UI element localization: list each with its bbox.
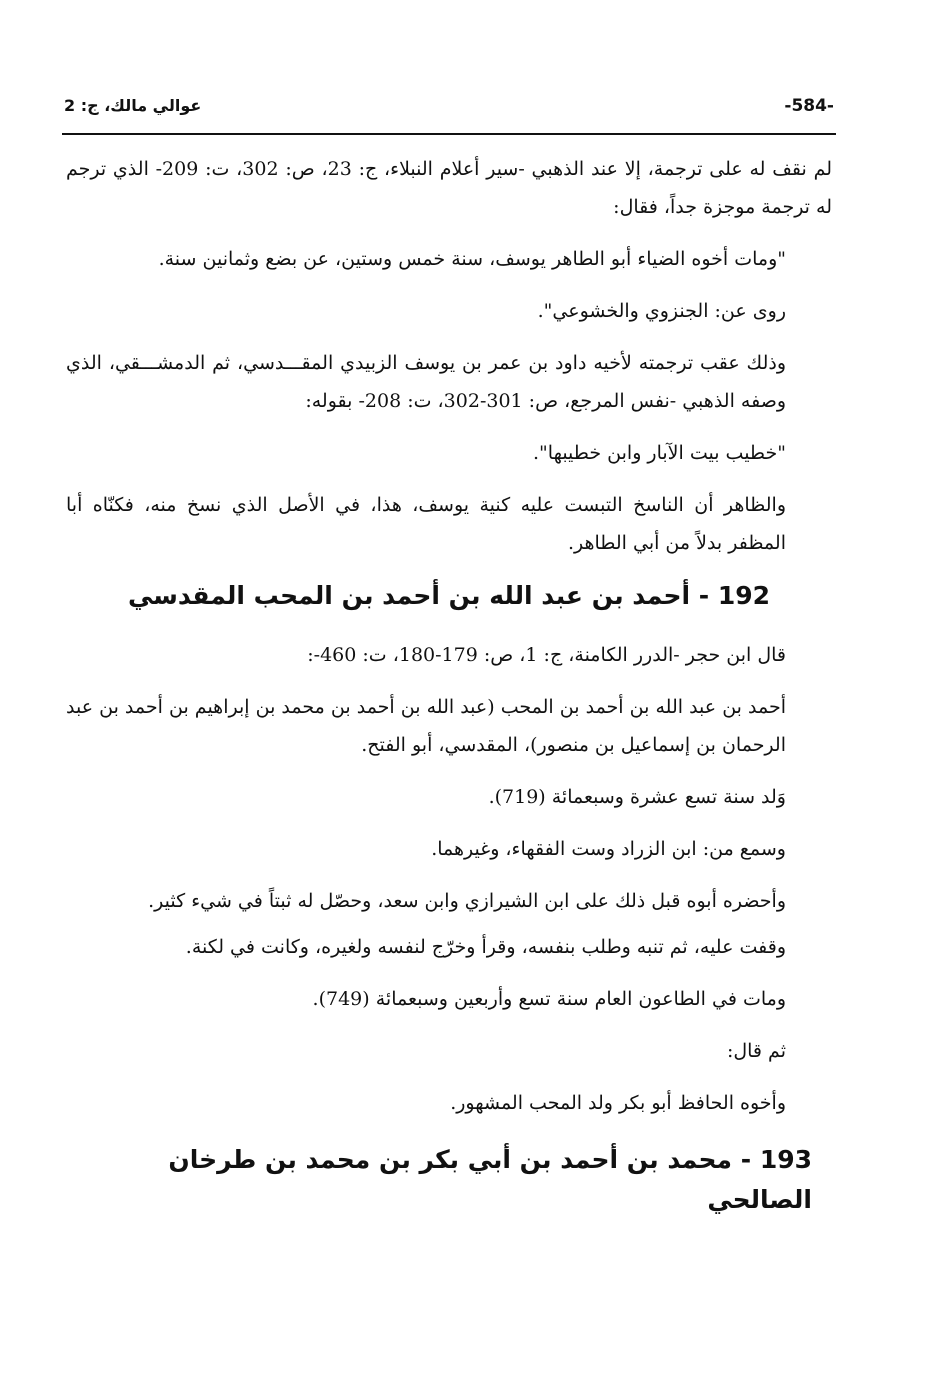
running-head — [64, 96, 834, 126]
entry-192-born: وَلد سنة تسع عشرة وسبعمائة (719). — [488, 786, 786, 808]
quote-khatib: "خطيب بيت الآبار وابن خطيبها". — [533, 442, 786, 464]
entry-192-attended: وأحضره أبوه قبل ذلك على ابن الشيرازي وابن سعد، وحصّل له ثبتاً في شيء كثير. — [148, 890, 786, 912]
entry-192-studied: وقفت عليه، ثم تنبه وطلب بنفسه، وقرأ وخرّج لنفسه ولغيره، وكانت في لكنة. — [185, 936, 786, 958]
entry-192-name: أحمد بن عبد الله بن أحمد بن المحب (عبد الله بن أحمد بن محمد بن إبراهيم بن أحمد بن عبد الرحمان بن إسماعيل بن منصور)، المقدسي، أبو الفتح. — [66, 696, 786, 756]
paragraph-brother-note: وذلك عقب ترجمته لأخيه داود بن عمر بن يوسف الزبيدي المقـــدسي، ثم الدمشـــقي، الذي وصفه الذهبي -نفس المرجع، ص: 301-302، ت: 208- بقوله: — [66, 352, 786, 412]
book-title: عوالي مالك، ج: 2 — [64, 96, 202, 115]
quote-death: "ومات أخوه الضياء أبو الطاهر يوسف، سنة خمس وستين، عن بضع وثمانين سنة. — [158, 248, 786, 270]
paragraph-intro: لم نقف له على ترجمة، إلا عند الذهبي -سير أعلام النبلاء، ج: 23، ص: 302، ت: 209- الذي ترجم له ترجمة موجزة جداً، فقال: — [66, 158, 832, 218]
header-rule — [62, 133, 836, 135]
page-body — [66, 150, 832, 1240]
page-number: -584- — [784, 96, 834, 116]
entry-193-heading: 193 - محمد بن أحمد بن أبي بكر بن محمد بن طرخان الصالحي — [168, 1145, 812, 1214]
entry-192-heading: 192 - أحمد بن عبد الله بن أحمد بن المحب المقدسي — [127, 581, 771, 610]
entry-192-brother: وأخوه الحافظ أبو بكر ولد المحب المشهور. — [450, 1092, 786, 1114]
entry-192-died: ومات في الطاعون العام سنة تسع وأربعين وسبعمائة (749). — [312, 988, 786, 1010]
quote-narrated: روى عن: الجنزوي والخشوعي". — [537, 300, 786, 322]
entry-192-source: قال ابن حجر -الدرر الكامنة، ج: 1، ص: 179-180، ت: 460-: — [307, 644, 786, 666]
entry-192-heard: وسمع من: ابن الزراد وست الفقهاء، وغيرهما. — [431, 838, 786, 860]
entry-192-then-said: ثم قال: — [726, 1040, 786, 1062]
paragraph-copyist-note: والظاهر أن الناسخ التبست عليه كنية يوسف، هذا، في الأصل الذي نسخ منه، فكنّاه أبا المظفر بدلاً من أبي الطاهر. — [66, 494, 786, 554]
